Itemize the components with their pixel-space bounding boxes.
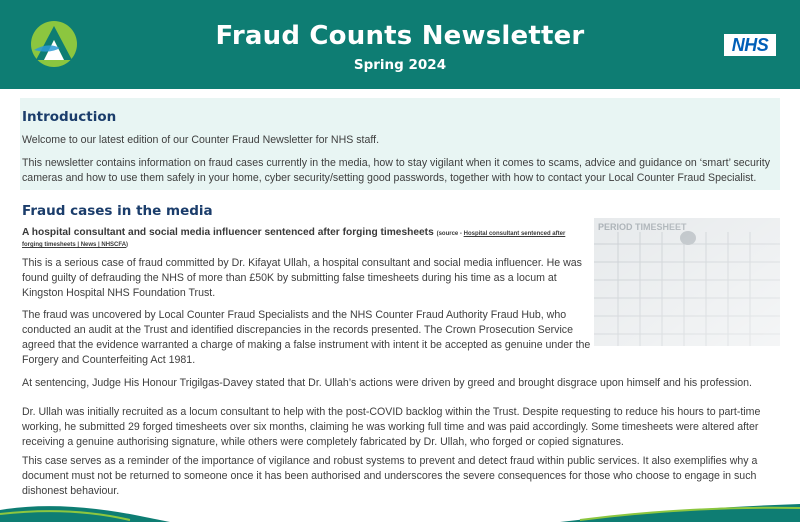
article-headline: A hospital consultant and social media influencer sentenced after forging timesheets [22, 227, 434, 238]
nhs-logo [724, 34, 776, 56]
fraud-cases-heading: Fraud cases in the media [22, 203, 213, 219]
timesheet-image [594, 218, 780, 346]
newsletter-title: Fraud Counts Newsletter [215, 21, 585, 51]
introduction-paragraph: Welcome to our latest edition of our Counter Fraud Newsletter for NHS staff. [22, 134, 380, 146]
introduction-section [20, 98, 780, 190]
article-title [22, 228, 587, 250]
introduction-heading: Introduction [22, 109, 117, 125]
nhs-logo-text: NHS [731, 35, 769, 55]
newsletter-edition: Spring 2024 [353, 57, 447, 73]
introduction-paragraph: This newsletter contains information on fraud cases currently in the media, how to stay vigilant when it comes to scams, advice and guidance on ‘smart’ security cameras and how to use them safely in your home, cyber security/setting good passwords, together with how to contact your Local Counter Fraud Specialist. [22, 157, 770, 184]
article-paragraph: This is a serious case of fraud committed by Dr. Kifayat Ullah, a hospital consultant and social media influencer. He was found guilty of defrauding the NHS of more than £50K by submitting false timesheets during his time as a locum at Kingston Hospital NHS Foundation Trust. [22, 257, 582, 299]
article-paragraph: This case serves as a reminder of the importance of vigilance and robust systems to prevent and detect fraud within public services. It also exemplifies why a document must not be returned to someone once it has been authorised and underscores the severe consequences for those who choose to engage in such dishonest behaviour. [22, 455, 758, 497]
source-link[interactable]: Hospital consultant sentenced after forging timesheets | News | NHSCFA [22, 231, 566, 248]
source-prefix: (source - [436, 231, 464, 237]
timesheet-photo [594, 218, 780, 346]
footer-wave [0, 500, 800, 522]
article-paragraph: At sentencing, Judge His Honour Trigilgas-Davey stated that Dr. Ullah’s actions were driven by greed and brought disgrace upon himself and his profession. [22, 377, 752, 389]
article-paragraph: The fraud was uncovered by Local Counter Fraud Specialists and the NHS Counter Fraud Authority Fraud Hub, who conducted an audit at the Trust and identified discrepancies in the records presented. The Crown Prosecution Service agreed that the evidence warranted a charge of making a false instrument with intent it be accepted as genuine under the Forgery and Counterfeiting Act 1981. [22, 309, 591, 366]
source-suffix: ) [126, 242, 129, 248]
newsletter-header [0, 0, 800, 89]
article-paragraph: Dr. Ullah was initially recruited as a locum consultant to help with the post-COVID backlog within the Trust. Despite requesting to reduce his hours to part-time working, he submitted 29 forged timesheets over six months, claiming he was working full time and was paid accordingly. Some timesheets were altered after receiving a genuine authorising signature, while others were completely fabricated by Dr. Ullah, who forged or copied signatures. [22, 406, 761, 448]
